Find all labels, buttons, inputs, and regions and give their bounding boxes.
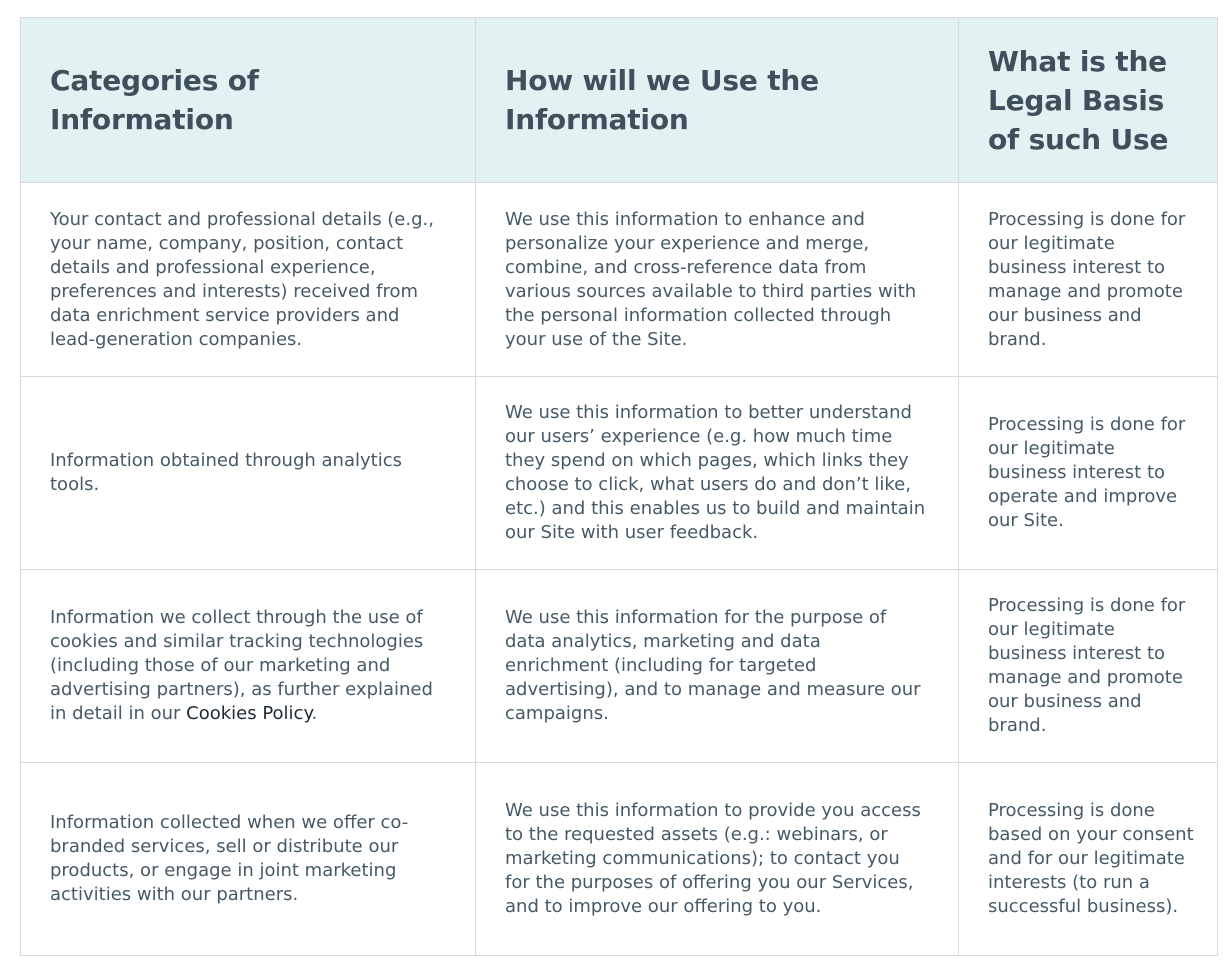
cell-legal-basis: Processing is done for our legitimate business interest to operate and improve our Site. bbox=[959, 377, 1218, 570]
privacy-table-container bbox=[20, 17, 1217, 956]
cell-category: Information obtained through analytics tools. bbox=[21, 377, 476, 570]
cell-use: We use this information to better understand our users’ experience (e.g. how much time they spend on which pages, which links they choose to click, what users do and don’t like, etc.) and this enables us to build and maintain our Site with user feedback. bbox=[476, 377, 959, 570]
cell-use: We use this information to provide you access to the requested assets (e.g.: webinars, or marketing communications); to contact you for the purposes of offering you our Services, and to improve our offering to you. bbox=[476, 763, 959, 956]
header-categories: Categories of Information bbox=[21, 18, 476, 183]
table-header-row bbox=[21, 18, 1218, 183]
table-row bbox=[21, 763, 1218, 956]
table-row bbox=[21, 570, 1218, 763]
cell-legal-basis: Processing is done for our legitimate business interest to manage and promote our business and brand. bbox=[959, 183, 1218, 377]
cookies-policy-link[interactable]: Cookies Policy bbox=[186, 703, 312, 724]
cell-category: Your contact and professional details (e.g., your name, company, position, contact details and professional experience, preferences and interests) received from data enrichment service providers and lead-generation companies. bbox=[21, 183, 476, 377]
cell-category bbox=[21, 570, 476, 763]
header-use: How will we Use the Information bbox=[476, 18, 959, 183]
cell-use: We use this information for the purpose of data analytics, marketing and data enrichment (including for targeted advertising), and to manage and measure our campaigns. bbox=[476, 570, 959, 763]
cell-category: Information collected when we offer co-branded services, sell or distribute our products, or engage in joint marketing activities with our partners. bbox=[21, 763, 476, 956]
cell-use: We use this information to enhance and personalize your experience and merge, combine, and cross-reference data from various sources available to third parties with the personal information collected through your use of the Site. bbox=[476, 183, 959, 377]
cell-legal-basis: Processing is done for our legitimate business interest to manage and promote our business and brand. bbox=[959, 570, 1218, 763]
category-text: Information we collect through the use of cookies and similar tracking technologies (including those of our marketing and advertising partners), as further explained in detail in our bbox=[50, 607, 433, 724]
table-row bbox=[21, 377, 1218, 570]
table-row bbox=[21, 183, 1218, 377]
cell-legal-basis: Processing is done based on your consent and for our legitimate interests (to run a successful business). bbox=[959, 763, 1218, 956]
category-text-suffix: . bbox=[311, 703, 318, 724]
privacy-information-table bbox=[20, 17, 1218, 956]
header-legal-basis: What is the Legal Basis of such Use bbox=[959, 18, 1218, 183]
